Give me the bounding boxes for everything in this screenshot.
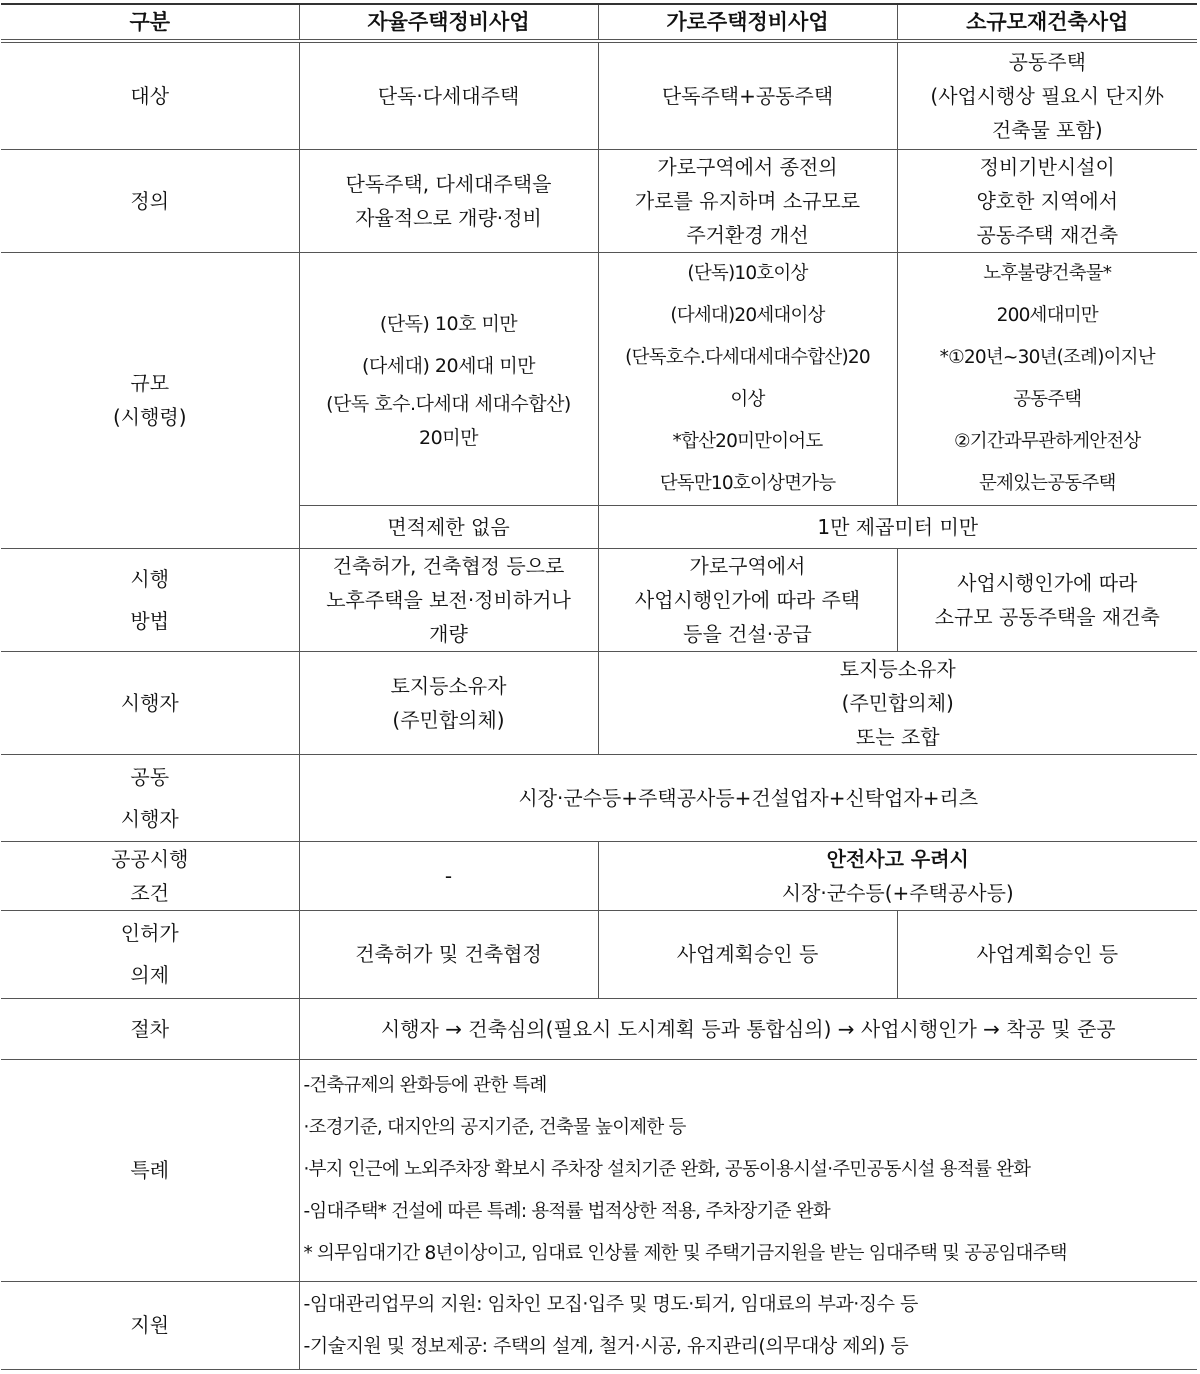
- scale-street: (단독)10호이상 (다세대)20세대이상 (단독호수.다세대세대수합산)20 이상 *합산20미만이어도 단독만10호이상면가능: [598, 252, 897, 505]
- row-definition: [1, 149, 1197, 252]
- row-label-procedure: 절차: [1, 998, 299, 1059]
- permits-small-reconstruction: 사업계획승인 등: [897, 910, 1197, 998]
- support-list: [299, 1281, 1197, 1369]
- row-label-target: 대상: [1, 41, 299, 149]
- target-autonomous: 단독·다세대주택: [299, 41, 598, 149]
- header-category: 구분: [1, 4, 299, 41]
- operator-autonomous: 토지등소유자 (주민합의체): [299, 651, 598, 754]
- row-label-scale: 규모 (시행령): [1, 252, 299, 548]
- row-method: [1, 548, 1197, 651]
- method-street: 가로구역에서 사업시행인가에 따라 주택 등을 건설·공급: [598, 548, 897, 651]
- special-item: * 의무임대기간 8년이상이고, 임대료 인상률 제한 및 주택기금지원을 받는 임대주택 및 공공임대주택: [303, 1243, 1067, 1264]
- scale-autonomous: (단독) 10호 미만 (다세대) 20세대 미만 (단독 호수.다세대 세대수합산) 20미만: [299, 252, 598, 505]
- row-label-definition: 정의: [1, 149, 299, 252]
- scale-small-reconstruction: 노후불량건축물* 200세대미만 *①20년~30년(조례)이지난 공동주택 ②기간과무관하게안전상 문제있는공동주택: [897, 252, 1197, 505]
- special-item: ·조경기준, 대지안의 공지기준, 건축물 높이제한 등: [303, 1117, 686, 1138]
- row-label-support: 지원: [1, 1281, 299, 1369]
- permits-street: 사업계획승인 등: [598, 910, 897, 998]
- public-condition-street-and-small: 안전사고 우려시 시장·군수등(+주택공사등): [598, 841, 1197, 910]
- special-item: ·부지 인근에 노외주차장 확보시 주차장 설치기준 완화, 공동이용시설·주민공동시설 용적률 완화: [303, 1159, 1031, 1180]
- special-list: [299, 1059, 1197, 1281]
- header-small-reconstruction: 소규모재건축사업: [897, 4, 1197, 41]
- support-item: -임대관리업무의 지원: 임차인 모집·입주 및 명도·퇴거, 임대료의 부과·징수 등: [303, 1293, 918, 1315]
- method-autonomous: 건축허가, 건축협정 등으로 노후주택을 보전·정비하거나 개량: [299, 548, 598, 651]
- operator-street-and-small: 토지등소유자 (주민합의체) 또는 조합: [598, 651, 1197, 754]
- procedure-value: 시행자 → 건축심의(필요시 도시계획 등과 통합심의) → 사업시행인가 → 착공 및 준공: [299, 998, 1197, 1059]
- special-item: -건축규제의 완화등에 관한 특례: [303, 1075, 547, 1096]
- row-label-method: 시행 방법: [1, 548, 299, 651]
- definition-small-reconstruction: 정비기반시설이 양호한 지역에서 공동주택 재건축: [897, 149, 1197, 252]
- row-label-permits: 인허가 의제: [1, 910, 299, 998]
- header-row: [1, 4, 1197, 41]
- area-limit-street-and-small: 1만 제곱미터 미만: [598, 505, 1197, 548]
- row-support: [1, 1281, 1197, 1369]
- target-small-reconstruction: 공동주택 (사업시행상 필요시 단지外 건축물 포함): [897, 41, 1197, 149]
- row-label-public-condition: 공공시행 조건: [1, 841, 299, 910]
- row-co-operator: [1, 754, 1197, 841]
- area-limit-autonomous: 면적제한 없음: [299, 505, 598, 548]
- target-street: 단독주택+공동주택: [598, 41, 897, 149]
- row-special: [1, 1059, 1197, 1281]
- definition-street: 가로구역에서 종전의 가로를 유지하며 소규모로 주거환경 개선: [598, 149, 897, 252]
- row-permits: [1, 910, 1197, 998]
- definition-autonomous: 단독주택, 다세대주택을 자율적으로 개량·정비: [299, 149, 598, 252]
- row-label-co-operator: 공동 시행자: [1, 754, 299, 841]
- row-label-operator: 시행자: [1, 651, 299, 754]
- header-street-housing: 가로주택정비사업: [598, 4, 897, 41]
- row-procedure: [1, 998, 1197, 1059]
- public-condition-autonomous: -: [299, 841, 598, 910]
- permits-autonomous: 건축허가 및 건축협정: [299, 910, 598, 998]
- header-autonomous-housing: 자율주택정비사업: [299, 4, 598, 41]
- method-small-reconstruction: 사업시행인가에 따라 소규모 공동주택을 재건축: [897, 548, 1197, 651]
- row-label-special: 특례: [1, 1059, 299, 1281]
- row-public-condition: [1, 841, 1197, 910]
- row-scale: [1, 252, 1197, 505]
- support-item: -기술지원 및 정보제공: 주택의 설계, 철거·시공, 유지관리(의무대상 제외) 등: [303, 1335, 909, 1357]
- special-item: -임대주택* 건설에 따른 특례: 용적률 법적상한 적용, 주차장기준 완화: [303, 1201, 830, 1222]
- comparison-table: [1, 3, 1197, 1370]
- co-operator-value: 시장·군수등+주택공사등+건설업자+신탁업자+리츠: [299, 754, 1197, 841]
- row-operator: [1, 651, 1197, 754]
- row-target: [1, 41, 1197, 149]
